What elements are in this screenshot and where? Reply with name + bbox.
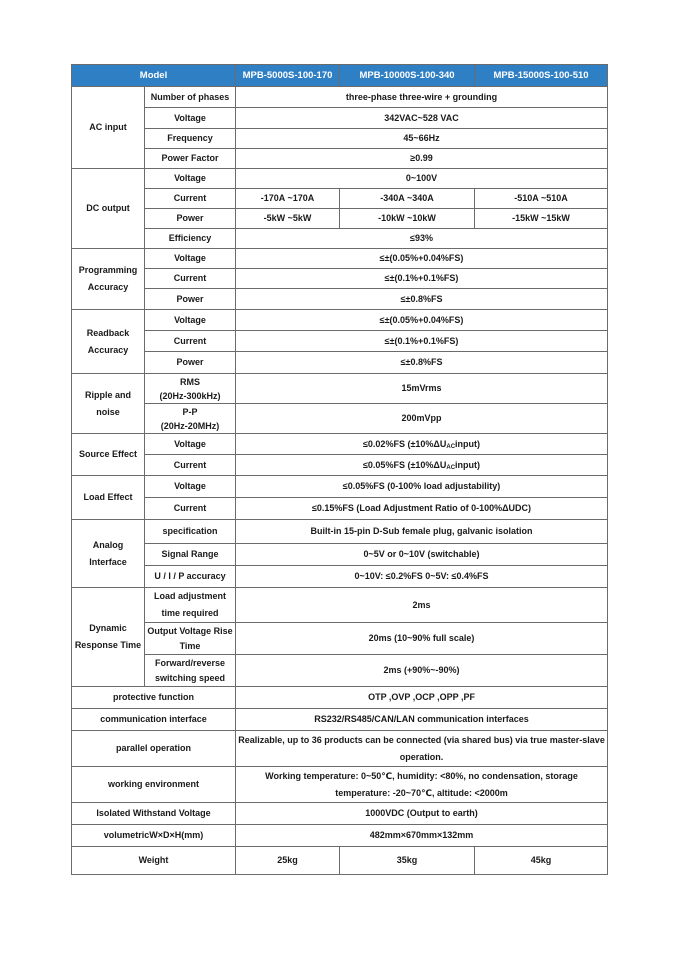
rb-current-label: Current xyxy=(145,331,236,352)
phases-value: three-phase three-wire + grounding xyxy=(236,87,608,108)
rms-label-line1: RMS xyxy=(180,376,200,387)
dc-voltage-label: Voltage xyxy=(145,169,236,189)
ripple-group-line1: Ripple and xyxy=(84,389,131,400)
ripple-group-line2: noise xyxy=(96,406,120,417)
model-1-header: MPB-5000S-100-170 xyxy=(236,65,340,87)
dc-current-1: -170A ~170A xyxy=(236,189,340,209)
le-voltage-value: ≤0.05%FS (0-100% load adjustability) xyxy=(236,476,608,498)
parallel-line1: Realizable, up to 36 products can be connected (via shared bus) via true master-slave xyxy=(238,734,605,745)
load-effect-group: Load Effect xyxy=(72,476,145,520)
weight-3: 45kg xyxy=(475,847,608,875)
prog-power-value: ≤±0.8%FS xyxy=(236,289,608,310)
dc-power-label: Power xyxy=(145,209,236,229)
dc-output-group: DC output xyxy=(72,169,145,249)
prog-voltage-label: Voltage xyxy=(145,249,236,269)
se-voltage-value xyxy=(236,434,608,455)
dc-current-3: -510A ~510A xyxy=(475,189,608,209)
switching-label xyxy=(145,655,236,687)
phases-label: Number of phases xyxy=(145,87,236,108)
volumetric-value: 482mm×670mm×132mm xyxy=(236,825,608,847)
analog-spec-label: specification xyxy=(145,520,236,544)
analog-spec-value: Built-in 15-pin D-Sub female plug, galvanic isolation xyxy=(236,520,608,544)
power-factor-label: Power Factor xyxy=(145,149,236,169)
se-voltage-text: ≤0.02%FS (±10%ΔU xyxy=(362,438,447,449)
se-current-label: Current xyxy=(145,455,236,476)
parallel-value xyxy=(236,731,608,767)
volumetric-label: volumetricW×D×H(mm) xyxy=(72,825,236,847)
switching-line1: Forward/reverse xyxy=(154,657,226,668)
model-header: Model xyxy=(72,65,236,87)
ac-voltage-value: 342VAC~528 VAC xyxy=(236,108,608,129)
load-adjust-value: 2ms xyxy=(236,588,608,623)
spec-table xyxy=(71,64,608,875)
rise-time-line1: Output Voltage Rise xyxy=(147,625,233,636)
model-3-header: MPB-15000S-100-510 xyxy=(475,65,608,87)
dc-current-label: Current xyxy=(145,189,236,209)
dc-current-2: -340A ~340A xyxy=(340,189,475,209)
prog-current-label: Current xyxy=(145,269,236,289)
rms-value: 15mVrms xyxy=(236,374,608,404)
programming-group-line2: Accuracy xyxy=(87,282,129,292)
se-current-post: input) xyxy=(455,459,481,470)
weight-1: 25kg xyxy=(236,847,340,875)
rb-voltage-label: Voltage xyxy=(145,310,236,331)
environment-line2: temperature: -20~70℃, altitude: <2000m xyxy=(335,787,508,798)
analog-group-line2: Interface xyxy=(89,556,127,567)
prog-voltage-value: ≤±(0.05%+0.04%FS) xyxy=(236,249,608,269)
frequency-value: 45~66Hz xyxy=(236,129,608,149)
environment-line1: Working temperature: 0~50℃, humidity: <80%, no condensation, storage xyxy=(265,770,578,781)
ac-input-group: AC input xyxy=(72,87,145,169)
dc-power-1: -5kW ~5kW xyxy=(236,209,340,229)
programming-group xyxy=(72,249,145,310)
readback-group xyxy=(72,310,145,374)
rb-power-label: Power xyxy=(145,352,236,374)
dc-voltage-value: 0~100V xyxy=(236,169,608,189)
rise-time-line2: Time xyxy=(179,640,201,651)
ac-voltage-label: Voltage xyxy=(145,108,236,129)
pp-value: 200mVpp xyxy=(236,404,608,434)
ripple-group xyxy=(72,374,145,434)
signal-range-label: Signal Range xyxy=(145,544,236,566)
rb-power-value: ≤±0.8%FS xyxy=(236,352,608,374)
header-row xyxy=(72,65,608,87)
parallel-line2: operation. xyxy=(399,751,444,762)
parallel-label: parallel operation xyxy=(72,731,236,767)
se-voltage-sub: AC xyxy=(446,443,456,450)
load-adjust-label xyxy=(145,588,236,623)
le-voltage-label: Voltage xyxy=(145,476,236,498)
analog-group-line1: Analog xyxy=(92,539,124,550)
pp-label-line1: P-P xyxy=(182,406,198,417)
uip-accuracy-value: 0~10V: ≤0.2%FS 0~5V: ≤0.4%FS xyxy=(236,566,608,588)
signal-range-value: 0~5V or 0~10V (switchable) xyxy=(236,544,608,566)
se-voltage-label: Voltage xyxy=(145,434,236,455)
pp-label xyxy=(145,404,236,434)
rms-label xyxy=(145,374,236,404)
efficiency-value: ≤93% xyxy=(236,229,608,249)
le-current-label: Current xyxy=(145,498,236,520)
prog-current-value: ≤±(0.1%+0.1%FS) xyxy=(236,269,608,289)
se-current-text: ≤0.05%FS (±10%ΔU xyxy=(362,459,447,470)
load-adjust-line1: Load adjustment xyxy=(154,591,227,601)
rise-time-value: 20ms (10~90% full scale) xyxy=(236,623,608,655)
rb-current-value: ≤±(0.1%+0.1%FS) xyxy=(236,331,608,352)
protective-label: protective function xyxy=(72,687,236,709)
dc-power-2: -10kW ~10kW xyxy=(340,209,475,229)
environment-label: working environment xyxy=(72,767,236,803)
rb-voltage-value: ≤±(0.05%+0.04%FS) xyxy=(236,310,608,331)
pp-label-line2: (20Hz-20MHz) xyxy=(160,420,220,431)
se-current-value xyxy=(236,455,608,476)
readback-group-line2: Accuracy xyxy=(87,344,129,355)
readback-group-line1: Readback xyxy=(86,327,130,338)
switching-value: 2ms (+90%~-90%) xyxy=(236,655,608,687)
switching-line2: switching speed xyxy=(155,672,226,683)
se-current-sub: AC xyxy=(446,464,456,471)
withstand-value: 1000VDC (Output to earth) xyxy=(236,803,608,825)
uip-accuracy-label: U / I / P accuracy xyxy=(145,566,236,588)
rise-time-label xyxy=(145,623,236,655)
dynamic-group-line2: Response Time xyxy=(74,640,142,650)
weight-label: Weight xyxy=(72,847,236,875)
le-current-value: ≤0.15%FS (Load Adjustment Ratio of 0-100%ΔUDC) xyxy=(236,498,608,520)
analog-group xyxy=(72,520,145,588)
efficiency-label: Efficiency xyxy=(145,229,236,249)
source-effect-group: Source Effect xyxy=(72,434,145,476)
rms-label-line2: (20Hz-300kHz) xyxy=(159,390,221,401)
se-voltage-post: input) xyxy=(455,438,481,449)
dc-power-3: -15kW ~15kW xyxy=(475,209,608,229)
frequency-label: Frequency xyxy=(145,129,236,149)
weight-2: 35kg xyxy=(340,847,475,875)
power-factor-value: ≥0.99 xyxy=(236,149,608,169)
dynamic-group xyxy=(72,588,145,687)
model-2-header: MPB-10000S-100-340 xyxy=(340,65,475,87)
load-adjust-line2: time required xyxy=(161,608,219,618)
protective-value: OTP ,OVP ,OCP ,OPP ,PF xyxy=(236,687,608,709)
prog-power-label: Power xyxy=(145,289,236,310)
dynamic-group-line1: Dynamic xyxy=(89,623,127,633)
comm-label: communication interface xyxy=(72,709,236,731)
comm-value: RS232/RS485/CAN/LAN communication interfaces xyxy=(236,709,608,731)
environment-value xyxy=(236,767,608,803)
withstand-label: Isolated Withstand Voltage xyxy=(72,803,236,825)
programming-group-line1: Programming xyxy=(78,265,138,275)
